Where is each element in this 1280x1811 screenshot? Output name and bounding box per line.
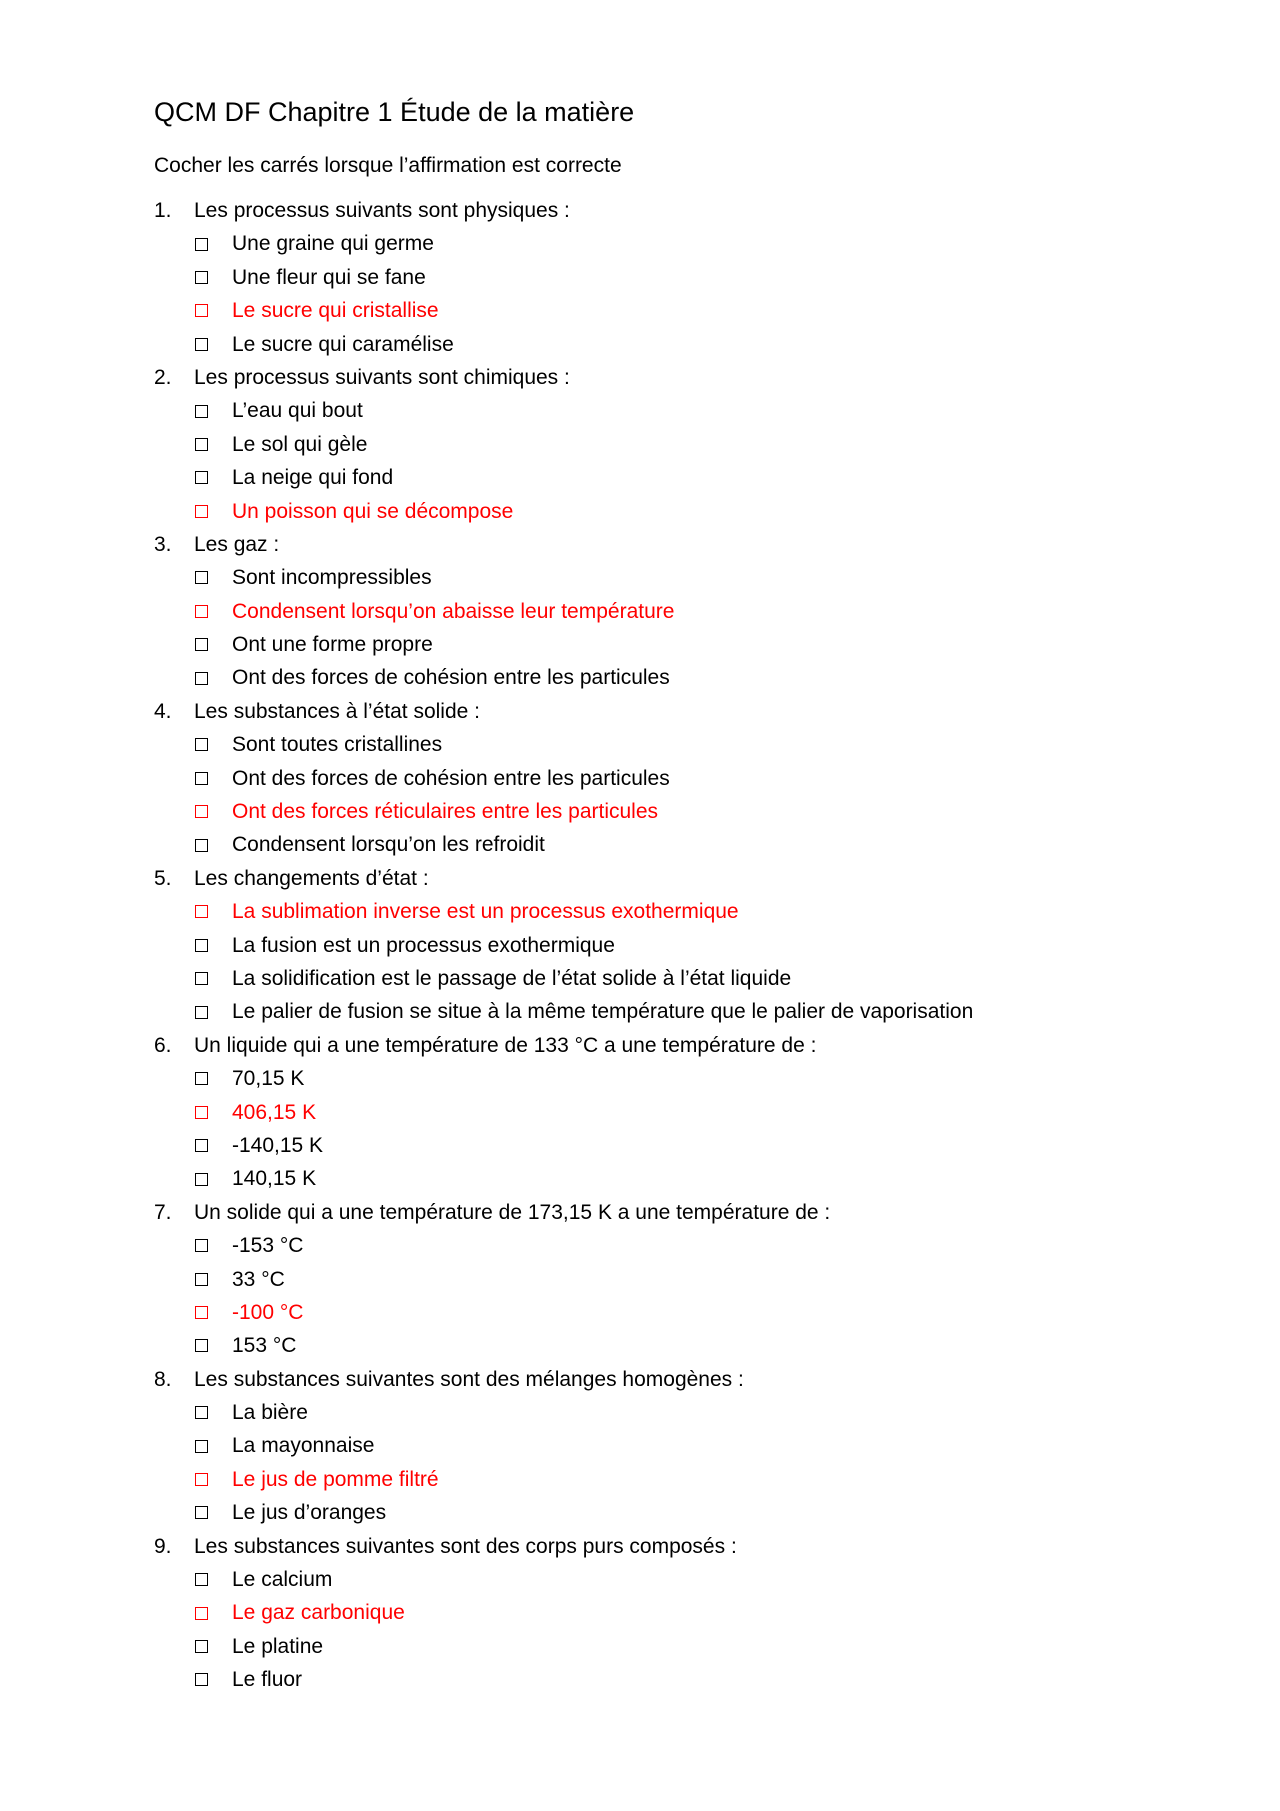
- question-row: [154, 194, 1280, 227]
- question-text: Un solide qui a une température de 173,15 K a une température de :: [194, 1200, 831, 1224]
- question-row: [154, 1196, 1280, 1229]
- option-text: Le platine: [232, 1634, 324, 1658]
- option-text: Le jus d’oranges: [232, 1501, 387, 1525]
- option-item-correct: [194, 495, 1280, 528]
- option-item: [194, 1263, 1280, 1296]
- option-item: [194, 1062, 1280, 1095]
- option-text: -100 °C: [232, 1300, 304, 1324]
- checkbox-icon[interactable]: [195, 1640, 208, 1653]
- checkbox-icon[interactable]: [195, 1139, 208, 1152]
- option-text: Ont des forces de cohésion entre les particules: [232, 666, 670, 690]
- question-text: Les processus suivants sont chimiques :: [194, 365, 570, 389]
- checkbox-icon[interactable]: [195, 1607, 208, 1620]
- question-number: 5.: [154, 866, 172, 890]
- question-text: Les gaz :: [194, 532, 280, 556]
- checkbox-icon[interactable]: [195, 505, 208, 518]
- option-list: [154, 1396, 1280, 1530]
- question-item: [154, 862, 1280, 1029]
- option-text: Une fleur qui se fane: [232, 265, 426, 289]
- question-number: 9.: [154, 1534, 172, 1558]
- instruction-text: Cocher les carrés lorsque l’affirmation est correcte: [154, 154, 622, 177]
- checkbox-icon[interactable]: [195, 1239, 208, 1252]
- option-text: Ont des forces de cohésion entre les particules: [232, 766, 670, 790]
- checkbox-icon[interactable]: [195, 605, 208, 618]
- checkbox-icon[interactable]: [195, 1106, 208, 1119]
- option-text: Le sol qui gèle: [232, 432, 368, 456]
- option-item-correct: [194, 1096, 1280, 1129]
- checkbox-icon[interactable]: [195, 839, 208, 852]
- option-text: Sont toutes cristallines: [232, 733, 443, 757]
- question-item: [154, 194, 1280, 361]
- question-list: [154, 194, 1280, 1697]
- question-number: 1.: [154, 199, 172, 222]
- checkbox-icon[interactable]: [195, 672, 208, 685]
- option-item: [194, 1229, 1280, 1262]
- checkbox-icon[interactable]: [195, 471, 208, 484]
- option-list: [154, 1563, 1280, 1697]
- option-item-correct: [194, 1296, 1280, 1329]
- option-list: [154, 394, 1280, 528]
- option-text: 33 °C: [232, 1267, 285, 1291]
- option-text: Condensent lorsqu’on les refroidit: [232, 833, 545, 857]
- page-title: QCM DF Chapitre 1 Étude de la matière: [154, 97, 635, 127]
- option-item: [194, 1396, 1280, 1429]
- question-row: [154, 361, 1280, 394]
- option-item: [194, 1162, 1280, 1195]
- option-item: [194, 728, 1280, 761]
- checkbox-icon[interactable]: [195, 405, 208, 418]
- question-text: Les substances à l’état solide :: [194, 699, 481, 723]
- question-row: [154, 1363, 1280, 1396]
- checkbox-icon[interactable]: [195, 238, 208, 251]
- option-item: [194, 661, 1280, 694]
- option-item: [194, 828, 1280, 861]
- option-item: [194, 1429, 1280, 1462]
- option-text: -140,15 K: [232, 1133, 324, 1157]
- checkbox-icon[interactable]: [195, 1473, 208, 1486]
- option-item-correct: [194, 895, 1280, 928]
- option-text: Condensent lorsqu’on abaisse leur température: [232, 599, 675, 623]
- question-row: [154, 528, 1280, 561]
- option-list: [154, 1062, 1280, 1196]
- option-text: Le gaz carbonique: [232, 1601, 405, 1625]
- checkbox-icon[interactable]: [195, 939, 208, 952]
- option-text: Le calcium: [232, 1568, 333, 1592]
- option-item: [194, 1663, 1280, 1696]
- option-text: La neige qui fond: [232, 466, 394, 490]
- question-text: Un liquide qui a une température de 133 °C a une température de :: [194, 1033, 817, 1057]
- checkbox-icon[interactable]: [195, 772, 208, 785]
- option-text: L’eau qui bout: [232, 399, 363, 423]
- question-number: 2.: [154, 365, 172, 389]
- option-text: 153 °C: [232, 1334, 297, 1358]
- option-item: [194, 1129, 1280, 1162]
- option-item: [194, 762, 1280, 795]
- option-text: 406,15 K: [232, 1100, 317, 1124]
- option-text: La mayonnaise: [232, 1434, 375, 1458]
- question-number: 6.: [154, 1033, 172, 1057]
- checkbox-icon[interactable]: [195, 1072, 208, 1085]
- option-item: [194, 628, 1280, 661]
- checkbox-icon[interactable]: [195, 1306, 208, 1319]
- question-item: [154, 1363, 1280, 1530]
- option-text: Le sucre qui cristallise: [232, 299, 439, 323]
- option-text: Le jus de pomme filtré: [232, 1467, 439, 1491]
- question-text: Les processus suivants sont physiques :: [194, 199, 570, 222]
- option-text: -153 °C: [232, 1234, 304, 1258]
- option-item: [194, 428, 1280, 461]
- checkbox-icon[interactable]: [195, 304, 208, 317]
- checkbox-icon[interactable]: [195, 1406, 208, 1419]
- option-text: 140,15 K: [232, 1167, 317, 1191]
- question-text: Les changements d’état :: [194, 866, 429, 890]
- question-item: [154, 1029, 1280, 1196]
- option-text: 70,15 K: [232, 1067, 305, 1091]
- option-item: [194, 328, 1280, 361]
- option-item: [194, 261, 1280, 294]
- option-text: Ont des forces réticulaires entre les particules: [232, 800, 659, 824]
- option-item: [194, 1563, 1280, 1596]
- checkbox-icon[interactable]: [195, 271, 208, 284]
- option-text: Le fluor: [232, 1668, 303, 1692]
- option-item: [194, 394, 1280, 427]
- option-item: [194, 461, 1280, 494]
- question-number: 4.: [154, 699, 172, 723]
- checkbox-icon[interactable]: [195, 571, 208, 584]
- checkbox-icon[interactable]: [195, 1273, 208, 1286]
- checkbox-icon[interactable]: [195, 1506, 208, 1519]
- checkbox-icon[interactable]: [195, 438, 208, 451]
- option-item: [194, 1630, 1280, 1663]
- question-item: [154, 528, 1280, 695]
- option-list: [154, 561, 1280, 695]
- checkbox-icon[interactable]: [195, 972, 208, 985]
- option-list: [154, 895, 1280, 1029]
- option-text: Un poisson qui se décompose: [232, 499, 514, 523]
- option-text: Le palier de fusion se situe à la même température que le palier de vaporisation: [232, 1000, 974, 1024]
- checkbox-icon[interactable]: [195, 1440, 208, 1453]
- checkbox-icon[interactable]: [195, 1173, 208, 1186]
- option-item: [194, 962, 1280, 995]
- question-number: 7.: [154, 1200, 172, 1224]
- option-text: Sont incompressibles: [232, 566, 432, 590]
- question-item: [154, 1530, 1280, 1697]
- question-text: Les substances suivantes sont des corps purs composés :: [194, 1534, 737, 1558]
- question-row: [154, 1530, 1280, 1563]
- question-item: [154, 361, 1280, 528]
- option-text: La fusion est un processus exothermique: [232, 933, 615, 957]
- question-row: [154, 862, 1280, 895]
- option-list: [154, 1229, 1280, 1363]
- checkbox-icon[interactable]: [195, 1573, 208, 1586]
- question-row: [154, 695, 1280, 728]
- option-text: Le sucre qui caramélise: [232, 332, 454, 356]
- checkbox-icon[interactable]: [195, 638, 208, 651]
- question-text: Les substances suivantes sont des mélanges homogènes :: [194, 1367, 744, 1391]
- question-row: [154, 1029, 1280, 1062]
- option-list: [154, 227, 1280, 361]
- option-text: La bière: [232, 1401, 308, 1425]
- question-number: 8.: [154, 1367, 172, 1391]
- option-text: Ont une forme propre: [232, 633, 433, 657]
- option-item-correct: [194, 294, 1280, 327]
- checkbox-icon[interactable]: [195, 1673, 208, 1686]
- option-item: [194, 227, 1280, 260]
- checkbox-icon[interactable]: [195, 1006, 208, 1019]
- option-text: La solidification est le passage de l’état solide à l’état liquide: [232, 966, 792, 990]
- checkbox-icon[interactable]: [195, 338, 208, 351]
- option-text: Une graine qui germe: [232, 232, 434, 256]
- option-text: La sublimation inverse est un processus exothermique: [232, 900, 739, 924]
- option-item-correct: [194, 595, 1280, 628]
- checkbox-icon[interactable]: [195, 1339, 208, 1352]
- option-item: [194, 929, 1280, 962]
- question-item: [154, 1196, 1280, 1363]
- option-item-correct: [194, 1463, 1280, 1496]
- checkbox-icon[interactable]: [195, 905, 208, 918]
- option-item: [194, 561, 1280, 594]
- option-item: [194, 995, 1280, 1028]
- checkbox-icon[interactable]: [195, 738, 208, 751]
- question-number: 3.: [154, 532, 172, 556]
- option-item-correct: [194, 1596, 1280, 1629]
- option-item: [194, 1329, 1280, 1362]
- option-item: [194, 1496, 1280, 1529]
- option-item-correct: [194, 795, 1280, 828]
- option-list: [154, 728, 1280, 862]
- checkbox-icon[interactable]: [195, 805, 208, 818]
- question-item: [154, 695, 1280, 862]
